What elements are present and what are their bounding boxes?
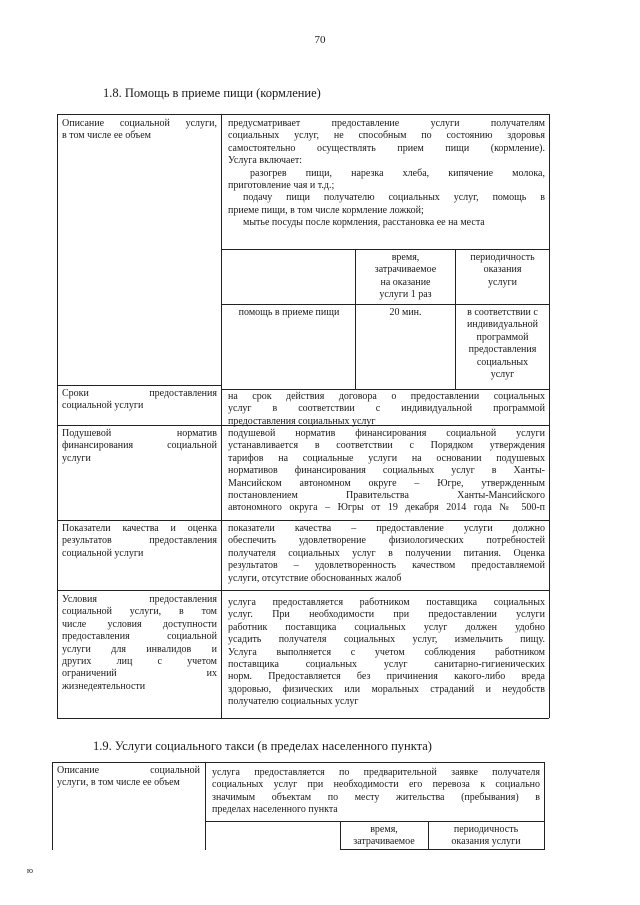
terms-text: на срок действия договора о предоставлении социальных услуг в соответствии с индивидуальной программой предоставления социальных услуг — [228, 391, 545, 427]
conditions-text: услуга предоставляется работником поставщика социальных услуг. При необходимости при предоставлении услуги работник поставщика социальных услуг должен удобно усадить получателя социальных услуг, измельчить пищу. Услуга выполняется с учетом соблюдения работником поставщика социальных услуг санитарно-гигиенических норм. Предоставляется без причинения какого-либо вреда здоровью, физических или моральных страданий и неудобств получателю социальных услуг — [228, 597, 545, 708]
funding-text: подушевой норматив финансирования социальной услуги устанавливается в соответствии с Порядком утверждения тарифов на социальные услуги на основании подушевых нормативов финансирования социальных услуг в Ханты- Мансийском автономном округе – Югре, утвержденным постановлением Правительства Ханты-Мансийского автономного округа – Югры от 19 декабря 2014 года № 500-п — [228, 428, 545, 514]
description-text: предусматривает предоставление услуги получателям социальных услуг, не способным по состоянию здоровья самостоятельно осуществлять прием пищи (кормление). Услуга включает: разогрев пищи, нарезка хлеба, кипячение молока, приготовление чая и т.д.; подачу пищи получателю социальных услуг, помощь в приеме пищи, в том числе кормление ложкой; мытье посуды после кормления, расстановка ее на места — [228, 118, 545, 229]
funding-label: Подушевой норматив финансирования социальной услуги — [62, 428, 217, 464]
section-1-8-title: 1.8. Помощь в приеме пищи (кормление) — [103, 86, 321, 100]
quality-text: показатели качества – предоставление услуги должно обеспечить удовлетворение физиологических потребностей получателя социальных услуг в получении питания. Оценка результатов – удовлетворенность качеством предоставляемой услуги, отсутствие обоснованных жалоб — [228, 523, 545, 584]
margin-mark: ю — [27, 866, 33, 875]
description-label: Описание социальной услуги, в том числе ее объем — [62, 118, 217, 142]
section-1-9-title: 1.9. Услуги социального такси (в пределах населенного пункта) — [93, 739, 432, 753]
quality-label: Показатели качества и оценка результатов предоставления социальной услуги — [62, 523, 217, 559]
taxi-description-text: услуга предоставляется по предварительной заявке получателя социальных услуг при необходимости его перевоза к социально значимым объектам по месту жительства (пребывания) в пределах населенного пункта — [212, 767, 540, 816]
page-number: 70 — [314, 34, 326, 46]
service-time: 20 мин. — [389, 307, 422, 318]
taxi-frequency-header: периодичность оказания услуги — [451, 824, 521, 848]
service-frequency: в соответствии с индивидуальной программой предоставления социальных услуг — [467, 307, 538, 381]
taxi-description-label: Описание социальной услуги, в том числе ее объем — [57, 765, 200, 789]
taxi-time-header: время, затрачиваемое — [353, 824, 415, 848]
time-header: время, затрачиваемое на оказание услуги 1 раз — [374, 252, 437, 301]
conditions-label: Условия предоставления социальной услуги, в том числе условия доступности предоставления социальной услуги для инвалидов и других лиц с учетом ограничений их жизнедеятельности — [62, 594, 217, 692]
service-name: помощь в приеме пищи — [238, 307, 340, 318]
terms-label: Сроки предоставления социальной услуги — [62, 388, 217, 412]
frequency-header: периодичность оказания услуги — [470, 252, 535, 288]
